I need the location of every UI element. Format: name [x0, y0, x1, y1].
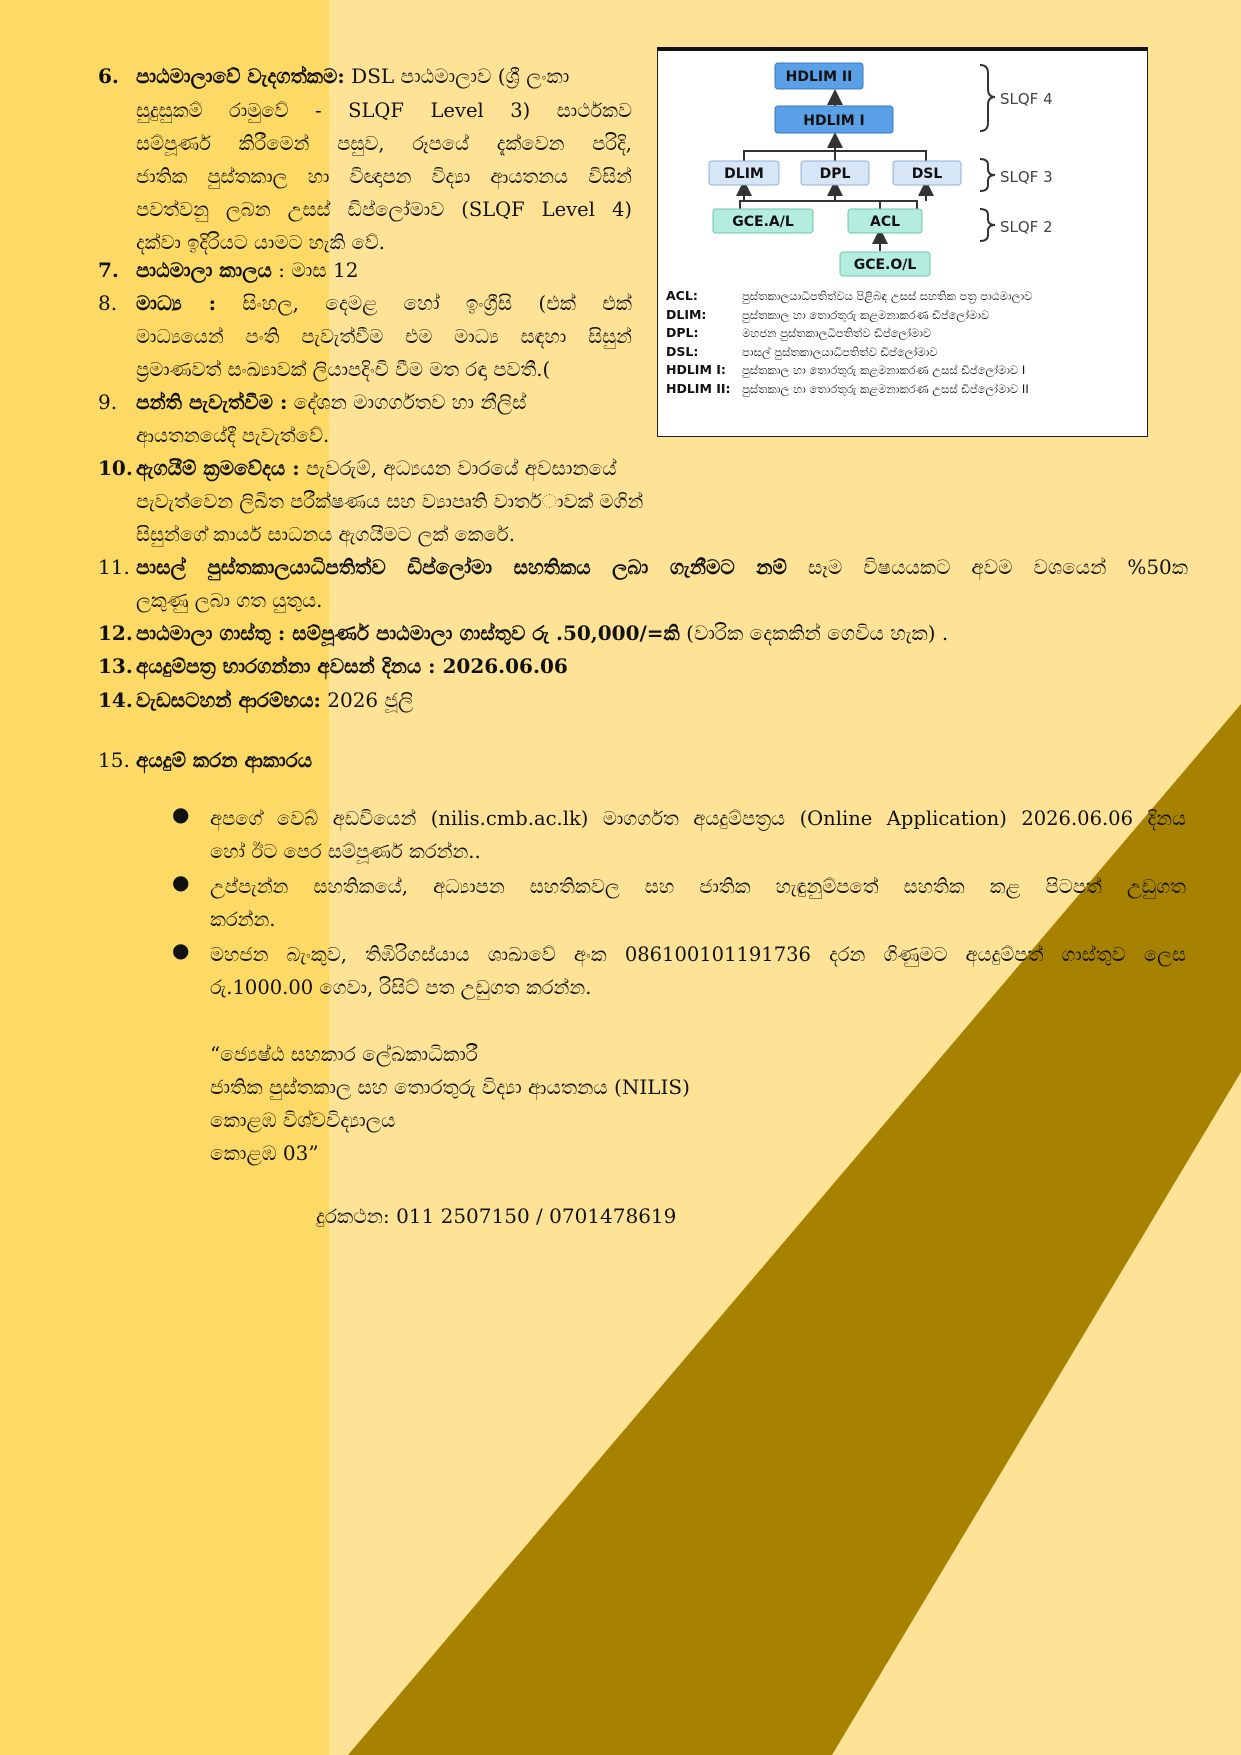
legend-value: පුස්තකාල හා තොරතුරු කළමනාකරණ උසස් ඩිප්ලෝමාව I [742, 363, 1026, 377]
item-text: සිංහල, දෙමළ හෝ ඉංග්‍රීසි (එක් එක් [242, 291, 632, 315]
legend-row [666, 324, 1032, 343]
bullet-text-line: උප්පැන්න සහතිකයේ, අධ්‍යාපන සහතිකවල සහ ජාතික හැඳුනුම්පතේ සහතික කළ පිටපත් උඩුගත [210, 875, 1186, 898]
bullet-dot: ● [172, 802, 190, 826]
box-hdlim1-label: HDLIM I [803, 113, 865, 129]
qualification-pathway-figure [657, 47, 1148, 437]
legend-key: HDLIM I: [666, 362, 726, 377]
legend-row [666, 343, 1032, 362]
bullet-item [210, 938, 1186, 1004]
bullet-dot: ● [172, 870, 190, 894]
box-dpl [801, 161, 869, 185]
item-text-line: පැවැත්වෙන ලිඛිත පරීක්ෂණය සහ ව්‍යාපෘති වාතර්ාවක් මගින් [136, 490, 644, 513]
box-gce-al-label: GCE.A/L [732, 214, 794, 230]
legend-key: ACL: [666, 288, 698, 303]
item-11 [98, 551, 1188, 584]
box-acl [848, 209, 922, 233]
legend-row [666, 306, 1032, 325]
item-9 [98, 386, 526, 419]
level-slqf3: SLQF 3 [1000, 168, 1053, 186]
item-text: (වාරික දෙකකින් ගෙවිය හැක) . [686, 621, 949, 645]
item-text-line: සිසුන්ගේ කාර්ය සාධනය ඇගයීමට ලක් කෙරේ. [136, 523, 515, 546]
legend-value: මහජන පුස්තකාලධිපතිත්ව ඩිප්ලෝමාව [742, 326, 932, 340]
address-line: කොළඹ 03” [210, 1141, 319, 1165]
box-gce-ol [840, 252, 930, 276]
item-11-body [136, 584, 322, 617]
connector-level2-top [740, 201, 917, 209]
item-8 [98, 287, 632, 320]
item-10-body [136, 485, 643, 551]
brace-slqf4 [980, 65, 995, 131]
item-title: පාසල් පුස්තකාලයාධිපතිත්ව ඩිප්ලෝමා සහතිකය ලබා ගැනීමට නම් [136, 555, 787, 579]
item-number: 11. [98, 555, 130, 579]
item-7 [98, 254, 359, 287]
item-6-body [136, 94, 632, 259]
item-text-line: ප්‍රමාණවත් සංඛ්‍යාවක් ලියාපදිංචි වීම මත රඳා පවතී.( [136, 358, 551, 381]
item-8-body [136, 320, 632, 386]
bullet-item [210, 870, 1186, 936]
legend-value: පුස්තකාල හා තොරතුරු කළමනාකරණ උසස් ඩිප්ලෝමාව II [742, 381, 1029, 396]
item-text: : මාස 12 [278, 258, 359, 282]
item-title: පාඨමාලාවේ වැදගත්කම: [136, 64, 345, 88]
item-number: 12. [98, 621, 133, 645]
box-hdlim1 [775, 106, 893, 133]
bullet-text-line: අපගේ වෙබ් අඩවියෙන් (nilis.cmb.ac.lk) මාගර්ගත අයදුම්පත්‍රය (Online Application) 2026.06.06 දිනය [210, 807, 1186, 830]
item-number: 15. [98, 748, 130, 772]
item-number: 10. [98, 456, 133, 480]
box-hdlim2 [775, 63, 863, 89]
box-gce-ol-label: GCE.O/L [853, 257, 917, 273]
box-dsl-label: DSL [911, 166, 943, 182]
item-number: 7. [98, 258, 119, 282]
bullet-text-line: හෝ ඊට පෙර සම්පූණර් කරන්න.. [210, 840, 481, 863]
item-number: 9. [98, 390, 118, 414]
item-text-line: සුදුසුකම් රාමුවේ - SLQF Level 3) සාර්ථකව [136, 99, 632, 122]
item-text-line: සම්පූර්ණ කිරීමෙන් පසුව, රූපයේ දැක්වෙන පරිදි, [136, 132, 632, 155]
item-title: අයදුම් කරන ආකාරය [136, 748, 313, 772]
bullet-item [210, 802, 1186, 868]
item-9-body [136, 419, 329, 452]
item-title: පාඨමාලා ගාස්තු : සම්පූර්ණ පාඨමාලා ගාස්තුව රු .50,000/=කි [136, 621, 680, 645]
legend-key: DSL: [666, 343, 699, 359]
bullet-dot: ● [172, 938, 190, 962]
item-13 [98, 650, 568, 683]
legend-key: DLIM: [666, 306, 707, 322]
item-12 [98, 617, 948, 650]
box-dsl [893, 161, 961, 185]
item-text-line: මාධ්‍යයෙන් පංති පැවැත්වීම එම මාධ්‍ය සඳහා සිසුන් [136, 325, 632, 348]
item-text-line: ආයතනයේදී පැවැත්වේ. [136, 424, 330, 447]
item-10 [98, 452, 617, 485]
phone-number: දුරකථන: 011 2507150 / 0701478619 [316, 1204, 677, 1228]
item-number: 8. [98, 291, 118, 315]
box-hdlim2-label: HDLIM II [785, 69, 853, 85]
brace-slqf2 [980, 209, 995, 241]
item-title: වැඩසටහන් ආරම්භය: [136, 688, 321, 712]
address-block [210, 1038, 690, 1170]
item-text: පැවරුම්, අධ්‍යයන වාරයේ අවසානයේ [305, 456, 617, 480]
level-slqf2: SLQF 2 [1000, 218, 1053, 236]
address-line: ජාතික පුස්තකාල සහ තොරතුරු විද්‍යා ආයතනය (NILIS) [210, 1075, 690, 1099]
box-gce-al [713, 209, 813, 233]
level-slqf4: SLQF 4 [1000, 90, 1053, 108]
bullet-text-line: රු.1000.00 ගෙවා, රිසිට් පත උඩුගත කරන්න. [210, 976, 592, 999]
item-text-line: දක්වා ඉදිරියට යාමට හැකි වේ. [136, 231, 386, 254]
item-title: අයදුම්පත්‍ර භාරගන්නා අවසන් දිනය : 2026.06.06 [136, 654, 568, 678]
brace-slqf3 [980, 159, 995, 191]
bullet-text-line: මහජන බැංකුව, තිඹිරිගස්යාය ශාඛාවේ අංක 086100101191736 දරන ගිණුමට අයදුම්පත් ගාස්තුව ලෙස [210, 943, 1186, 966]
address-line: “ජ්‍යෙෂ්ඨ සහකාර ලේඛකාධිකාරී [210, 1042, 478, 1066]
item-6 [98, 60, 632, 93]
item-text: 2026 ජූලි [327, 688, 414, 712]
item-title: ඇගයීම් ක්‍රමවේදය : [136, 456, 300, 480]
item-text: සෑම විෂයයකට අවම වශයෙන් %50ක [807, 555, 1189, 579]
legend-key: DPL: [666, 325, 699, 340]
address-line: කොළඹ විශ්වවිද්‍යාලය [210, 1108, 396, 1132]
item-title: මාධ්‍ය : [136, 291, 216, 315]
legend-row [666, 380, 1032, 399]
box-acl-label: ACL [869, 214, 901, 230]
item-text-line: පවත්වනු ලබන උසස් ඩිප්ලෝමාව (SLQF Level 4) [136, 198, 632, 221]
legend-value: පුස්තකාල හා තොරතුරු කළමනාකරණ ඩිප්ලෝමාව [742, 307, 990, 322]
item-title: පන්ති පැවැත්වීම : [136, 390, 288, 414]
legend-value: පාසල් පුස්තකාලයාධිපතිත්ව ඩිප්ලෝමාව [742, 344, 938, 359]
item-title: පාඨමාලා කාලය [136, 258, 272, 282]
item-text: DSL පාඨමාලාව (ශ්‍රී ලංකා [351, 64, 570, 88]
item-number: 14. [98, 688, 133, 712]
box-dpl-label: DPL [819, 166, 851, 182]
item-text: දේශන මාගර්ගතව හා නීලිස් [293, 390, 527, 414]
item-text-line: ලකුණු ලබා ගත යුතුය. [136, 589, 323, 612]
box-dlim [709, 161, 779, 185]
legend-value: පුස්තකාලයාධිපතිත්වය පිළිබඳ උසස් සහතික පත්‍ර පාඨමාලාව [742, 289, 1033, 303]
bullet-text-line: කරන්න. [210, 908, 276, 931]
item-number: 6. [98, 64, 119, 88]
item-14 [98, 684, 413, 717]
legend-row [666, 361, 1032, 380]
legend-row [666, 287, 1032, 306]
legend-key: HDLIM II: [666, 380, 731, 396]
box-dlim-label: DLIM [724, 166, 764, 182]
item-15 [98, 744, 312, 777]
figure-legend [666, 287, 1032, 398]
item-number: 13. [98, 654, 133, 678]
item-text-line: ජාතික පුස්තකාල හා විඥාපන විද්‍යා ආයතනය විසින් [136, 165, 632, 188]
